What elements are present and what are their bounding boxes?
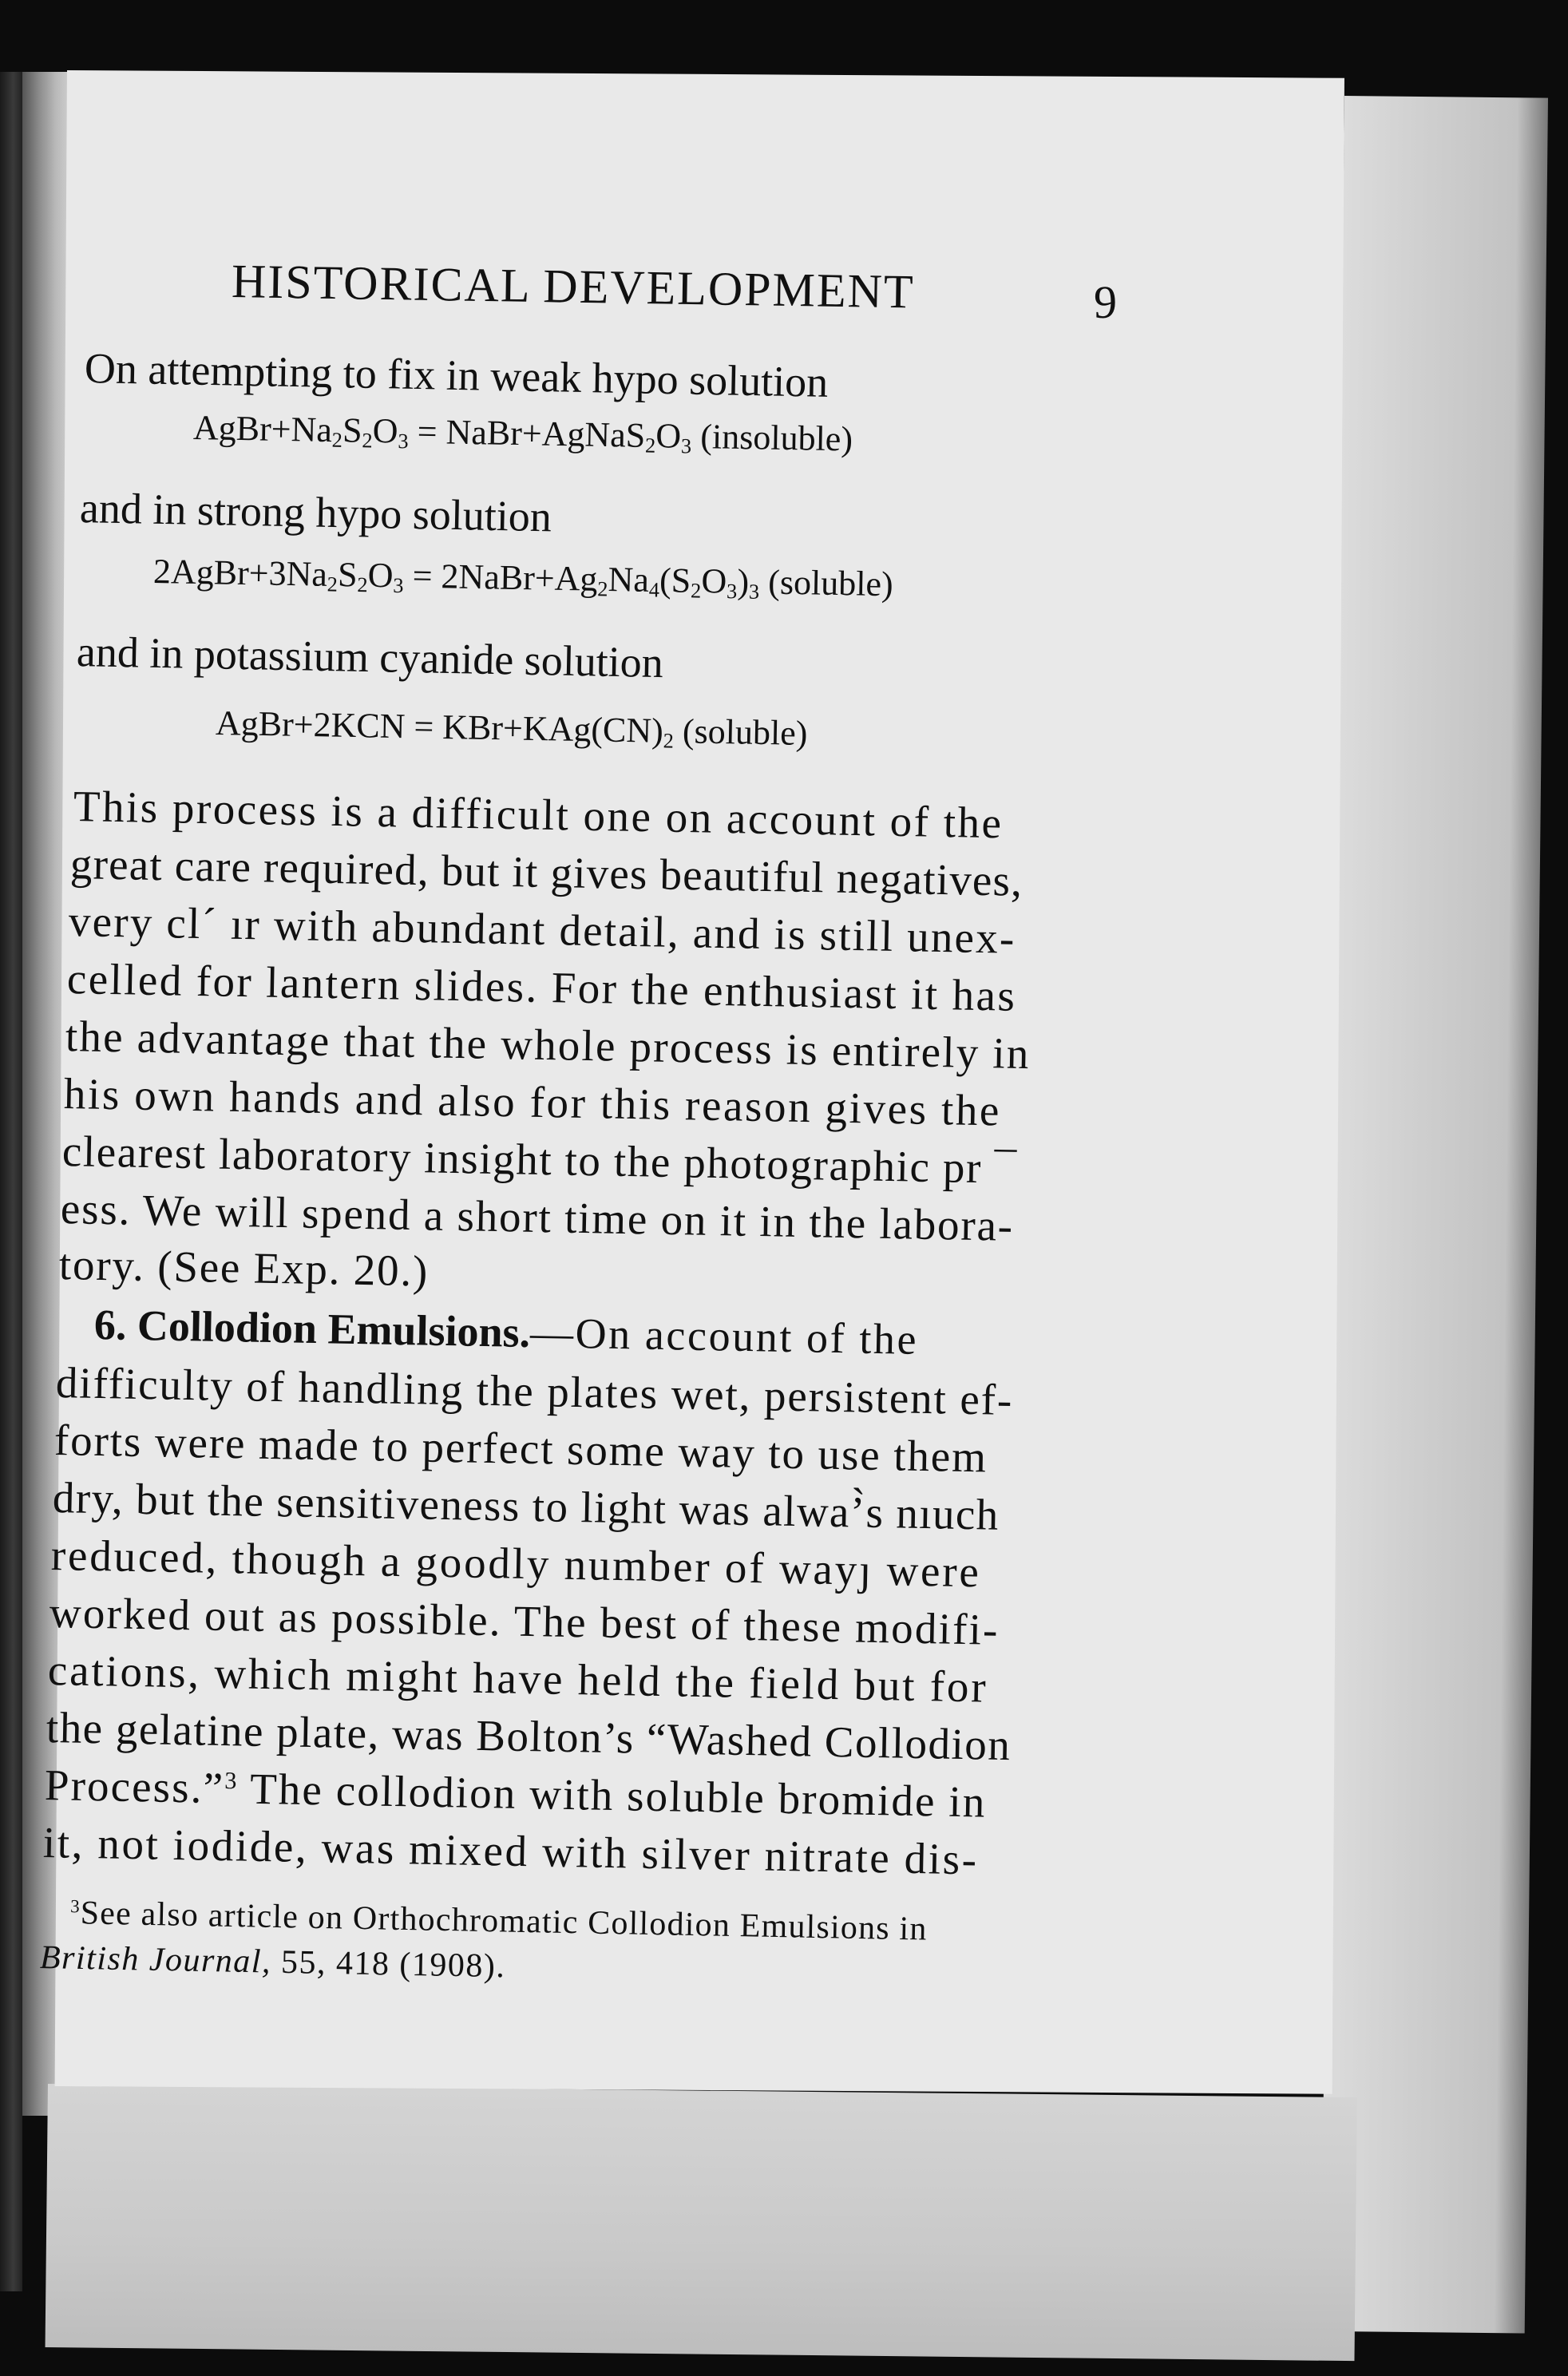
page-number: 9 <box>1094 276 1117 328</box>
intro-line-1: On attempting to fix in weak hypo solution <box>84 344 829 406</box>
paragraph-line: This process is a difficult one on account of the <box>73 782 1004 848</box>
paragraph-line: ess. We will spend a short time on it in the labora- <box>60 1184 1015 1250</box>
paragraph-line: the advantage that the whole process is entirely in <box>65 1012 1031 1079</box>
section-heading: Collodion Emulsions. <box>137 1301 531 1357</box>
equation-cyanide: AgBr+2KCN = $KBr+KAg(CN)_2$ (soluble) <box>215 703 808 753</box>
footnote-marker: 3 <box>69 1895 81 1917</box>
equation-soluble-hypo: $2AgBr+3Na_2S_2O_3$ = $2NaBr+Ag_2Na_4(S_2O_3)_3$ (soluble) <box>152 552 894 604</box>
paragraph-line: celled for lantern slides. For the enthusiast it has <box>66 954 1017 1020</box>
section-heading-rest: —On account of the <box>529 1309 919 1364</box>
section-line: the gelatine plate, was Bolton’s “Washed Collodion <box>46 1703 1012 1770</box>
next-page-edge <box>1321 96 1548 2334</box>
footnote-reference: 3 <box>224 1766 239 1795</box>
section-line: worked out as possible. The best of these modifi- <box>49 1588 1000 1654</box>
section-line: reduced, though a goodly number of wayȷ were <box>50 1531 982 1597</box>
paragraph-line: clearest laboratory insight to the photographic pr ¯ <box>61 1127 1018 1193</box>
section-line: forts were made to perfect some way to use them <box>53 1416 988 1482</box>
section-line: Process.”$^3$ The collodion with soluble bromide in <box>44 1760 988 1827</box>
paragraph-line: his own hands and also for this reason gives the <box>63 1069 1002 1135</box>
footnote-line-1: $^3$See also article on Orthochromatic Collodion Emulsions in <box>69 1895 929 1948</box>
paragraph-line: great care required, but it gives beautiful negatives, <box>69 839 1024 905</box>
intro-line-3: and in potassium cyanide solution <box>76 628 664 687</box>
section-line: difficulty of handling the plates wet, persistent ef- <box>55 1358 1014 1424</box>
section-line: dry, but the sensitiveness to light was alwaʼ̀s nıuch <box>52 1473 1000 1539</box>
page-bottom-margin <box>46 2084 1357 2361</box>
section-number: 6. <box>93 1301 128 1349</box>
equation-insoluble: $AgBr+Na_2S_2O_3$ = $NaBr+AgNaS_2O_3$ (insoluble) <box>192 408 853 459</box>
running-header: HISTORICAL DEVELOPMENT <box>231 255 916 319</box>
paragraph-line: tory. (See Exp. 20.) <box>58 1240 430 1296</box>
section-line: it, not iodide, was mixed with silver nitrate dis- <box>42 1818 980 1884</box>
section-line: cations, which might have held the field but for <box>47 1645 988 1712</box>
paragraph-line: very cl´ ır with abundant detail, and is still unex- <box>68 897 1017 963</box>
book-edge <box>0 72 22 2291</box>
intro-line-2: and in strong hypo solution <box>79 484 552 541</box>
footnote-line-2: British Journal, 55, 418 (1908). <box>39 1939 506 1986</box>
